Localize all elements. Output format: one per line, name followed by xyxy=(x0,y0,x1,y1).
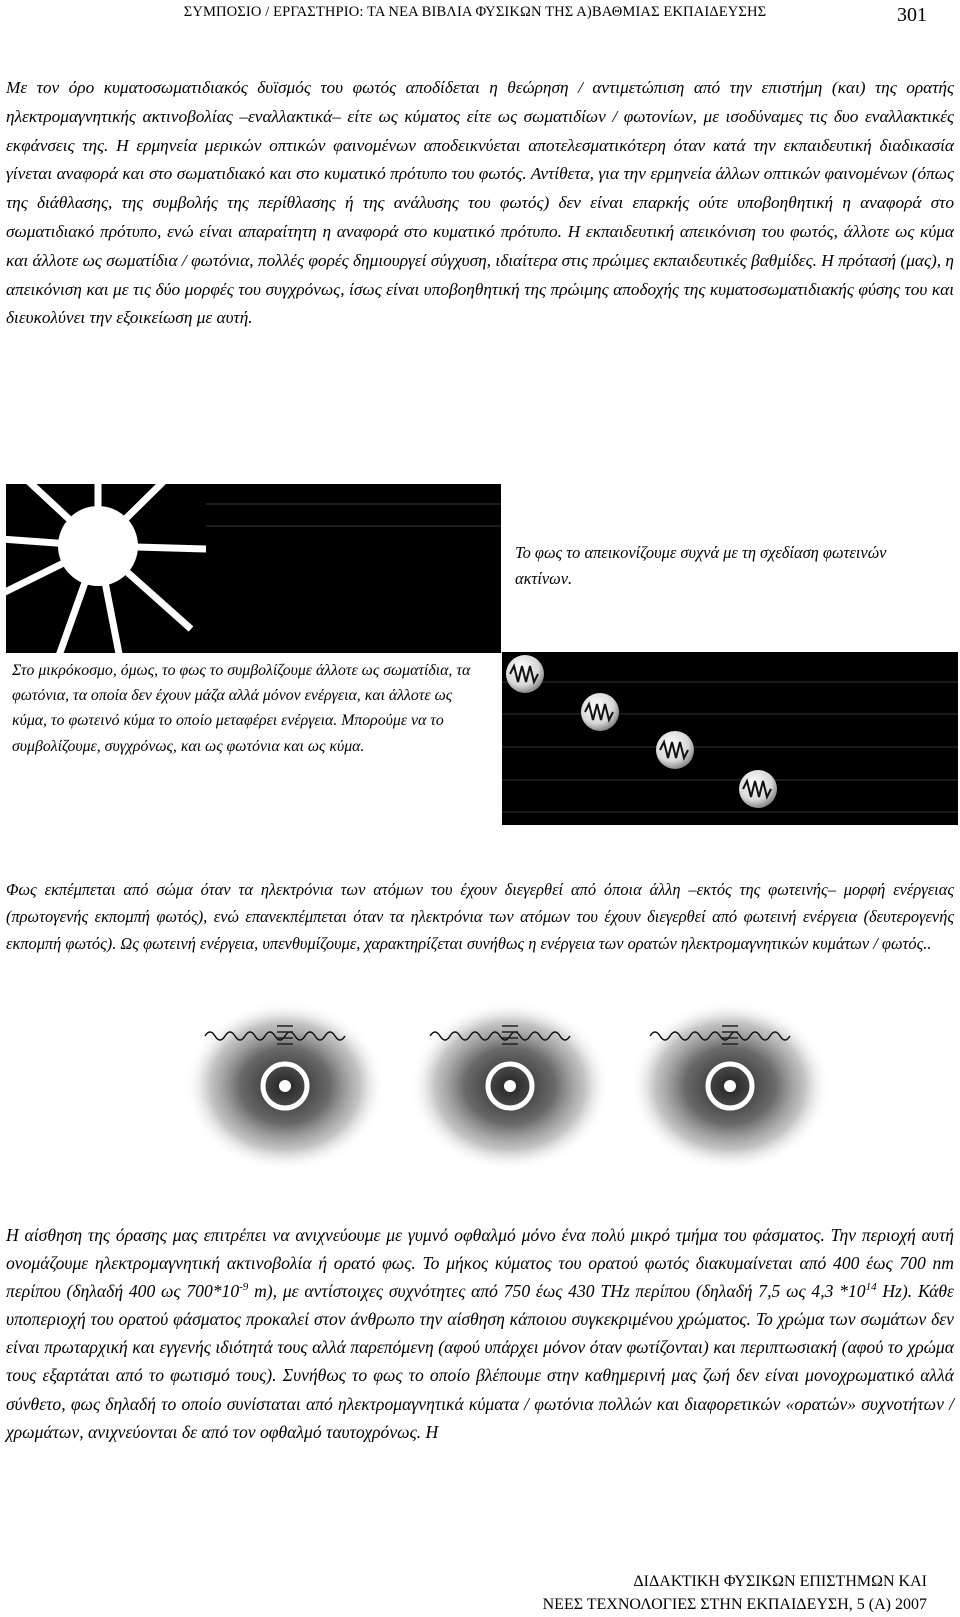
footer-journal-line1: ΔΙΔΑΚΤΙΚΗ ΦΥΣΙΚΩΝ ΕΠΙΣΤΗΜΩΝ ΚΑΙ xyxy=(633,1573,927,1590)
photon-icon xyxy=(506,655,544,693)
sun-icon xyxy=(6,484,501,653)
spectrum-text-part3: Hz). Κάθε υποπεριοχή του ορατού φάσματος προκαλεί στον άνθρωπο την αίσθηση κάποιου συγκεκριμένου χρώματος. Το χρώμα των σωμάτων δεν είναι πρωταρχική και εγγενής ιδιότητά τους αλλά παρεπόμενη (αφού υπάρχει μόνον όταν φωτίζονται) και περιπτωσιακή (αφού το χρώμα τους εξαρτάται από το φωτισμό τους). Συνήθως το φως το οποίο βλέπουμε στην καθημερινή μας ζωή δεν είναι μονοχρωματικό αλλά σύνθετο, φως δηλαδή το οποίο συνίσταται από ηλεκτρομαγνητικά κύματα / φωτόνια πολλών και διαφορετικών «ορατών» συχνοτήτων / χρωμάτων, ανιχνεύονται δε από τον οφθαλμό ταυτοχρόνως. Η xyxy=(6,1281,954,1442)
intro-paragraph xyxy=(6,74,954,333)
spectrum-paragraph-text xyxy=(6,1221,954,1446)
atom-emission-illustration xyxy=(185,996,835,1171)
exponent-nm: -9 xyxy=(239,1281,249,1294)
photon-icon xyxy=(581,693,619,731)
photon-wave-illustration xyxy=(502,652,958,825)
running-header: ΣΥΜΠΟΣΙΟ / ΕΡΓΑΣΤΗΡΙΟ: ΤΑ ΝΕΑ ΒΙΒΛΙΑ ΦΥΣΙΚΩΝ ΤΗΣ Α)ΒΑΘΜΙΑΣ ΕΚΠΑΙΔΕΥΣΗΣ xyxy=(183,4,767,20)
photon-wave-caption: Στο μικρόκοσμο, όμως, το φως το συμβολίζουμε άλλοτε ως σωματίδια, τα φωτόνια, τα οποία δεν έχουν μάζα αλλά μόνον ενέργεια, και άλλοτε ως κύμα, το φωτεινό κύμα το οποίο μεταφέρει ενέργεια. Μπορούμε να το συμβολίζουμε, συγχρόνως, και ως φωτόνια και ως κύμα. xyxy=(12,662,471,755)
emission-paragraph-text: Φως εκπέμπεται από σώμα όταν τα ηλεκτρόνια των ατόμων του έχουν διεγερθεί από όποια άλλη –εκτός της φωτεινής– μορφή ενέργειας (πρωτογενής εκπομπή φωτός), ενώ επανεκπέμπεται όταν τα ηλεκτρόνια των ατόμων του έχουν διεγερθεί από φωτεινή ενέργεια (δευτερογενής εκπομπή φωτός). Ως φωτεινή ενέργεια, υπενθυμίζουμε, χαρακτηρίζεται συνήθως η ενέργεια των ορατών ηλεκτρομαγνητικών κυμάτων / φωτός.. xyxy=(6,880,954,953)
light-rays-caption: Το φως το απεικονίζουμε συχνά με τη σχεδίαση φωτεινών ακτίνων. xyxy=(515,543,887,588)
sun-rays-illustration xyxy=(6,484,501,653)
spectrum-text-part1: Η αίσθηση της όρασης μας επιτρέπει να ανιχνεύουμε με γυμνό οφθαλμό μόνο ένα πολύ μικρό τμήμα του φάσματος. Την περιοχή αυτή ονομάζουμε ηλεκτρομαγνητική ακτινοβολία ή ορατό φως. Το μήκος κύματος του ορατού φωτός διακυμαίνεται από 400 έως 700 nm περίπου (δηλαδή 400 ως 700*10 xyxy=(6,1225,954,1302)
intro-paragraph-text: Με τον όρο κυματοσωματιδιακός δυϊσμός του φωτός αποδίδεται η θεώρηση / αντιμετώπιση από την επιστήμη (και) της ορατής ηλεκτρομαγνητικής ακτινοβολίας –εναλλακτικά– είτε ως κύματος είτε ως σωματιδίων / φωτονίων, με ισοδύναμες τις δυο εναλλακτικές εκφάνσεις της. Η ερμηνεία μερικών οπτικών φαινομένων αποδεικνύεται αποτελεσματικότερη όταν κατά την εκπαιδευτική διαδικασία γίνεται αναφορά και στο σωματιδιακό και στο κυματικό πρότυπο του φωτός. Αντίθετα, για την ερμηνεία άλλων οπτικών φαινομένων (όπως της διάθλασης, της συμβολής της περίθλασης ή της ανάλυσης του φωτός) δεν είναι επαρκής ούτε υποβοηθητική η αναφορά στο σωματιδιακό πρότυπο, ενώ είναι απαραίτητη η αναφορά στο κυματικό πρότυπο. Η εκπαιδευτική απεικόνιση του φωτός, άλλοτε ως κύμα και άλλοτε ως σωματίδια / φωτόνια, πολλές φορές δημιουργεί σύγχυση, ιδιαίτερα στις πρώιμες εκπαιδευτικές βαθμίδες. Η πρότασή (μας), η απεικόνιση και με τις δύο μορφές του συγχρόνως, ίσως είναι υποβοηθητική της πρώιμης αποδοχής της κυματοσωματιδιακής φύσης του και διευκολύνει την εξοικείωση με αυτή. xyxy=(6,78,954,328)
page-number: 301 xyxy=(897,4,927,26)
atom-icon xyxy=(185,1001,385,1171)
emission-paragraph xyxy=(6,877,954,957)
photon-icon xyxy=(656,731,694,769)
photon-icon xyxy=(739,770,777,808)
spectrum-text-part2: m), με αντίστοιχες συχνότητες από 750 έως 430 THz περίπου (δηλαδή 7,5 ως 4,3 *10 xyxy=(248,1281,866,1302)
footer-journal-line2: ΝΕΕΣ ΤΕΧΝΟΛΟΓΙΕΣ ΣΤΗΝ ΕΚΠΑΙΔΕΥΣΗ, 5 (Α) 2007 xyxy=(542,1596,927,1613)
exponent-hz: 14 xyxy=(865,1281,877,1294)
atom-icon xyxy=(410,1001,610,1171)
spectrum-paragraph xyxy=(6,1221,954,1446)
atom-icon xyxy=(630,1001,830,1171)
